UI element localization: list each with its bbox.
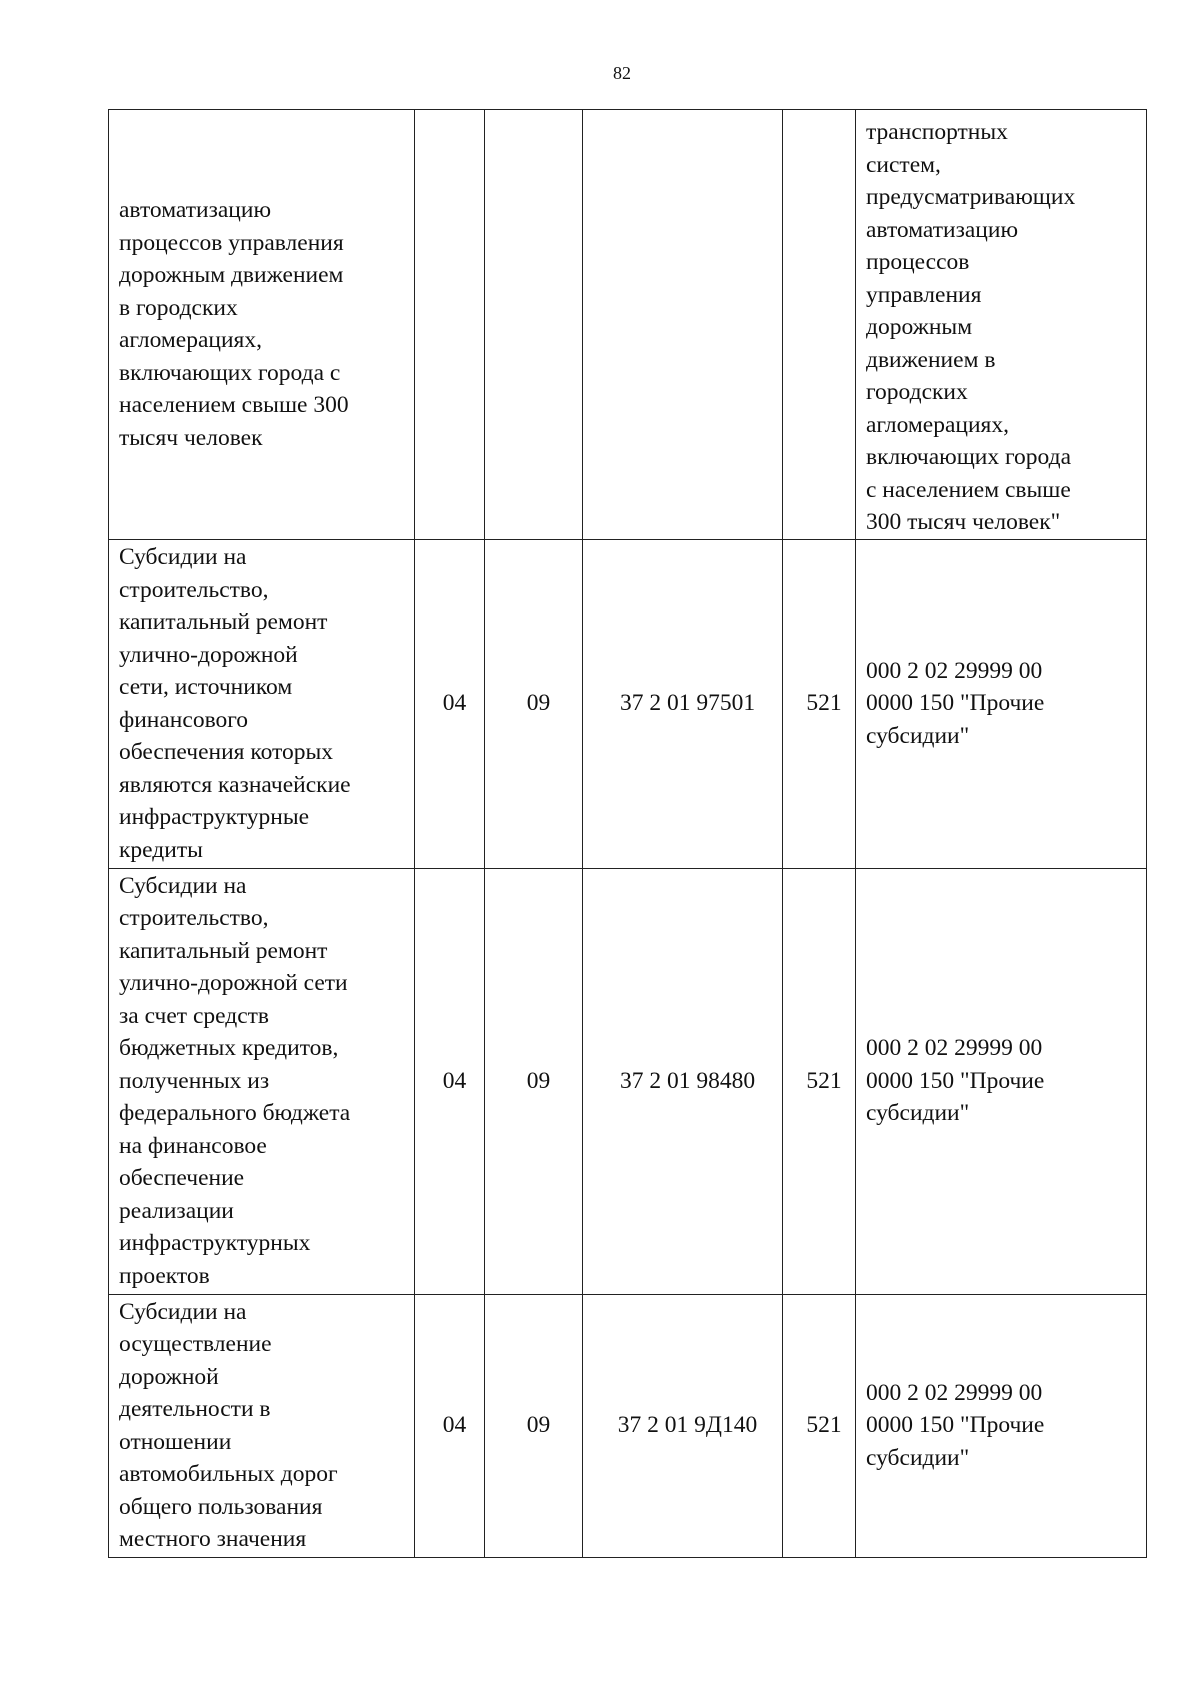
section-cell: [415, 110, 485, 540]
target-article-cell: [583, 110, 783, 540]
revenue-code-cell: 000 2 02 29999 00 0000 150 "Прочие субсидии": [856, 539, 1147, 868]
expense-type-cell: 521: [783, 1294, 856, 1557]
table-row: [109, 539, 1147, 868]
target-article-cell: 37 2 01 9Д140: [583, 1294, 783, 1557]
expense-name-cell: Субсидии на строительство, капитальный ремонт улично-дорожной сети за счет средств бюджетных кредитов, полученных из федерального бюджета на финансовое обеспечение реализации инфраструктурных проектов: [109, 868, 415, 1294]
expense-type-cell: 521: [783, 539, 856, 868]
section-cell: 04: [415, 868, 485, 1294]
subsection-cell: 09: [485, 539, 583, 868]
table-row: [109, 1294, 1147, 1557]
expense-name-cell: Субсидии на строительство, капитальный ремонт улично-дорожной сети, источником финансового обеспечения которых являются казначейские инфраструктурные кредиты: [109, 539, 415, 868]
table-row: [109, 868, 1147, 1294]
section-cell: 04: [415, 1294, 485, 1557]
page-number: 82: [613, 63, 631, 83]
subsection-cell: 09: [485, 1294, 583, 1557]
expense-type-cell: [783, 110, 856, 540]
expense-name-cell: Субсидии на осуществление дорожной деятельности в отношении автомобильных дорог общего пользования местного значения: [109, 1294, 415, 1557]
table-row: [109, 110, 1147, 540]
budget-table: [108, 109, 1147, 1558]
subsection-cell: [485, 110, 583, 540]
target-article-cell: 37 2 01 98480: [583, 868, 783, 1294]
subsection-cell: 09: [485, 868, 583, 1294]
revenue-code-cell: 000 2 02 29999 00 0000 150 "Прочие субсидии": [856, 868, 1147, 1294]
section-cell: 04: [415, 539, 485, 868]
target-article-cell: 37 2 01 97501: [583, 539, 783, 868]
expense-type-cell: 521: [783, 868, 856, 1294]
revenue-code-cell: транспортных систем, предусматривающих автоматизацию процессов управления дорожным движением в городских агломерациях, включающих города с населением свыше 300 тысяч человек": [856, 110, 1147, 540]
revenue-code-cell: 000 2 02 29999 00 0000 150 "Прочие субсидии": [856, 1294, 1147, 1557]
expense-name-cell: автоматизацию процессов управления дорожным движением в городских агломерациях, включающих города с населением свыше 300 тысяч человек: [109, 110, 415, 540]
